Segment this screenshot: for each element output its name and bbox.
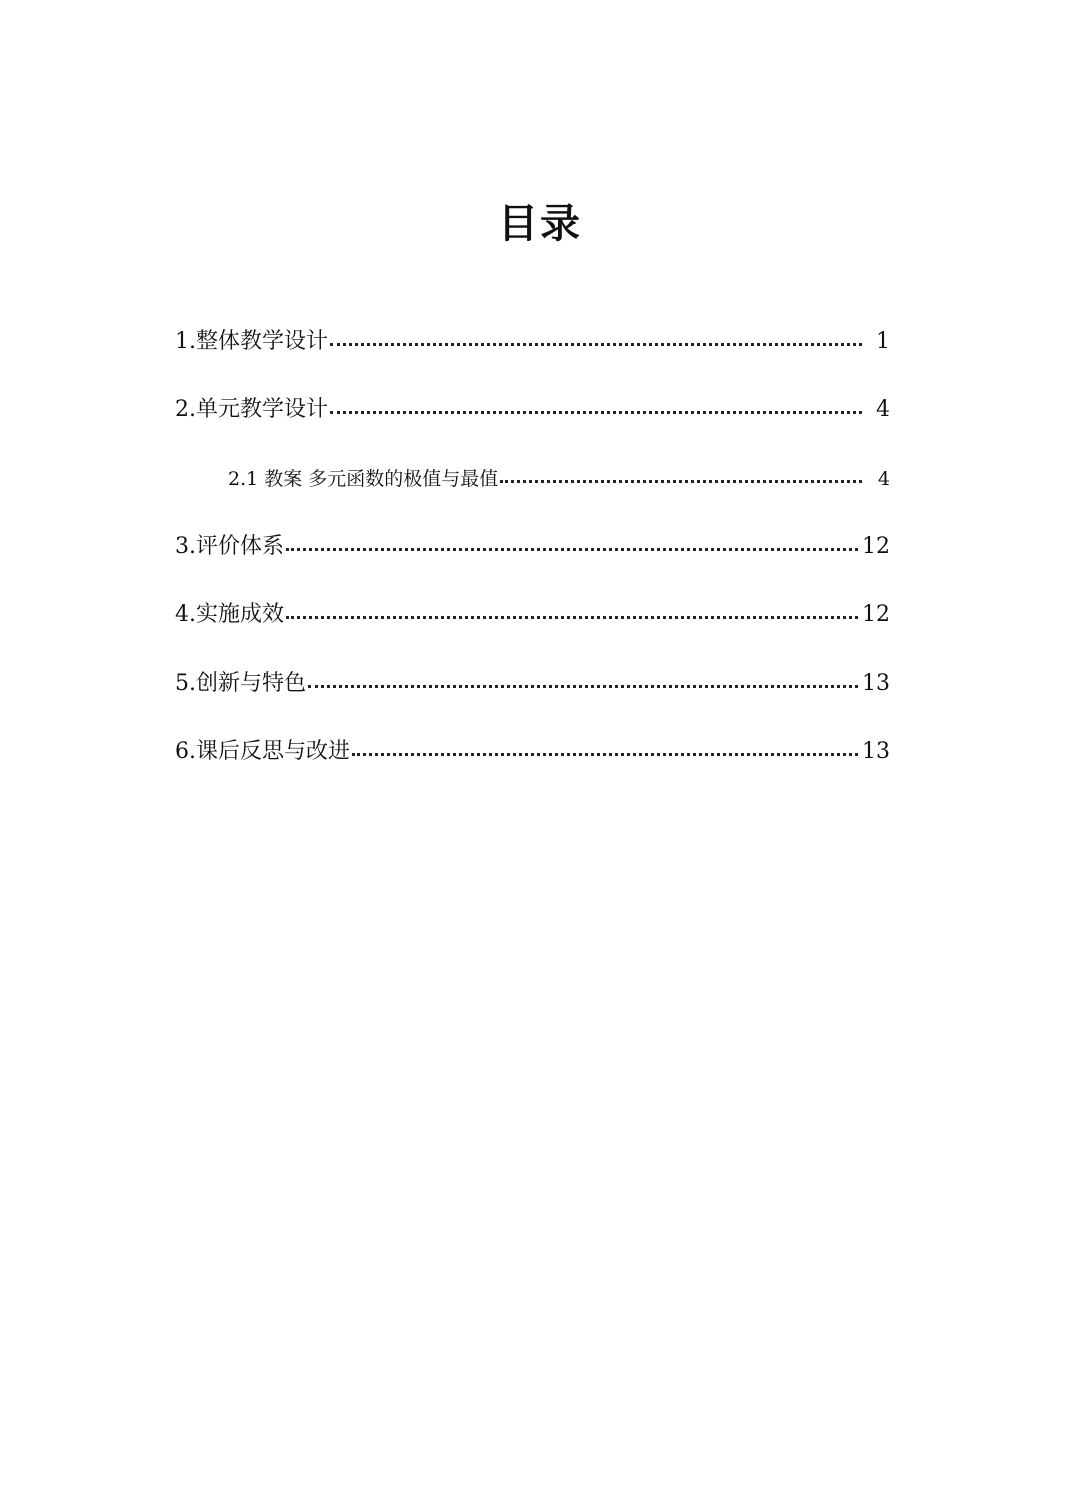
- toc-entry[interactable]: [175, 664, 890, 704]
- toc-entry-page: 13: [862, 671, 890, 696]
- toc-entry-label: 2.1 教案 多元函数的极值与最值: [228, 468, 499, 490]
- toc-leader-dots: [286, 548, 858, 551]
- toc-entry-page: 1: [876, 329, 890, 354]
- toc-leader-dots: [500, 480, 862, 483]
- toc-entry-page: 4: [876, 397, 890, 422]
- toc-entry-page: 4: [877, 468, 890, 490]
- toc-leader-dots: [330, 411, 862, 414]
- toc-entry-label: 5.创新与特色: [175, 671, 306, 696]
- toc-entry-label: 2.单元教学设计: [175, 397, 328, 422]
- toc-entry-label: 4.实施成效: [175, 602, 284, 627]
- toc-leader-dots: [352, 753, 858, 756]
- toc-leader-dots: [286, 616, 858, 619]
- toc-entry[interactable]: [175, 322, 890, 362]
- toc-leader-dots: [330, 343, 862, 346]
- toc-entry[interactable]: [175, 595, 890, 635]
- toc-entry[interactable]: [175, 527, 890, 567]
- toc-entry-page: 13: [862, 739, 890, 764]
- toc-entry[interactable]: [175, 732, 890, 772]
- toc-entry-label: 1.整体教学设计: [175, 329, 328, 354]
- toc-entry-label: 6.课后反思与改进: [175, 739, 350, 764]
- toc-subentry[interactable]: [228, 459, 890, 499]
- toc-title: 目录: [498, 200, 582, 247]
- toc-entry-page: 12: [862, 602, 890, 627]
- toc-entry-page: 12: [862, 534, 890, 559]
- toc-entry-label: 3.评价体系: [175, 534, 284, 559]
- toc-entry[interactable]: [175, 390, 890, 430]
- toc-leader-dots: [308, 685, 858, 688]
